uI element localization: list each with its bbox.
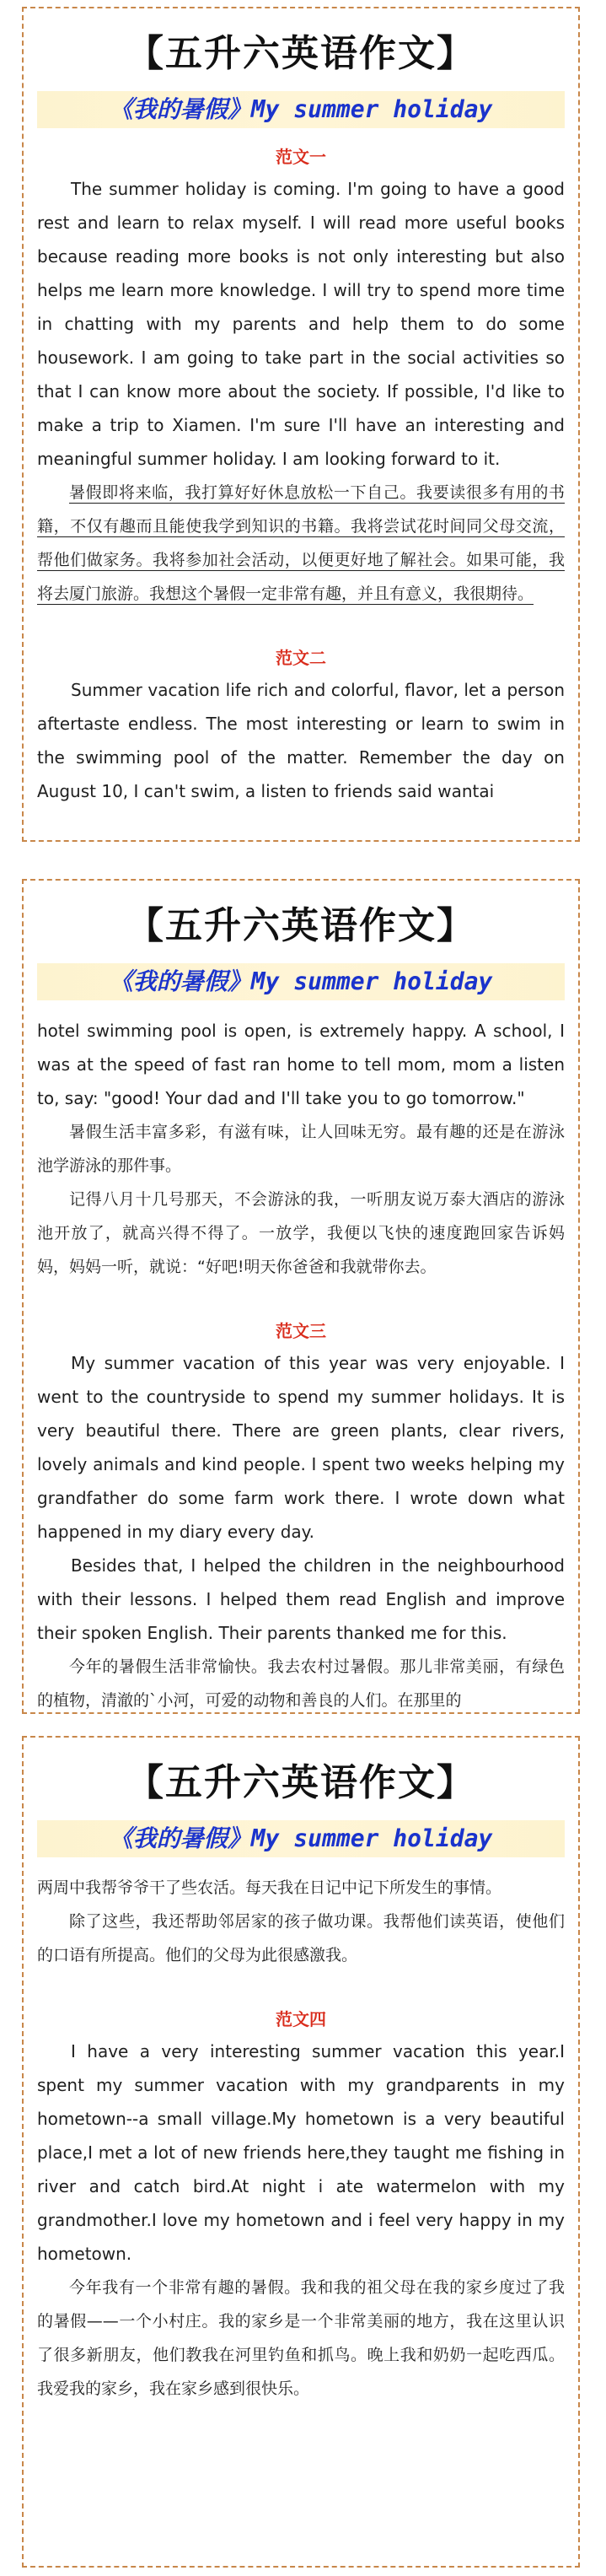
page-3-content	[37, 1871, 565, 2406]
section-title-2: 范文二	[276, 648, 326, 668]
section-title-3: 范文三	[276, 1321, 326, 1341]
section-1-english: The summer holiday is coming. I'm going to have a good rest and learn to relax myself. I will read more useful books because reading more books is not only interesting but also helps me learn more knowledge. I will try to spend more time in chatting with my parents and help them to do some housework. I am going to take part in the social activities so that I can know more about the society. If possible, I'd like to make a trip to Xiamen. I'm sure I'll have an interesting and meaningful summer holiday. I am looking forward to it.	[37, 179, 565, 469]
page-title: 【五升六英语作文】	[126, 904, 475, 947]
page-1	[22, 7, 580, 842]
page-2	[22, 879, 580, 1714]
section-1-chinese: 暑假即将来临，我打算好好休息放松一下自己。我要读很多有用的书籍，不仅有趣而且能使我学到知识的书籍。我将尝试花时间同父母交流，帮他们做家务。我将参加社会活动，以便更好地了解社会。如果可能，我将去厦门旅游。我想这个暑假一定非常有趣，并且有意义，我很期待。	[37, 483, 565, 603]
section-2-chinese-2: 记得八月十几号那天，不会游泳的我，一听朋友说万泰大酒店的游泳池开放了，就高兴得不得了。一放学，我便以飞快的速度跑回家告诉妈妈，妈妈一听，就说：“好吧!明天你爸爸和我就带你去。	[37, 1190, 565, 1276]
section-2-english-part2: hotel swimming pool is open, is extremely happy. A school, I was at the speed of fast ran home to tell mom, mom a listen to, say: "good! Your dad and I'll take you to go tomorrow."	[37, 1021, 565, 1108]
section-2-english-part1: Summer vacation life rich and colorful, flavor, let a person aftertaste endless. The most interesting or learn to swim in the swimming pool of the matter. Remember the day on August 10, I can't swim, a listen to friends said wantai	[37, 680, 565, 801]
page-2-content	[37, 1014, 565, 1717]
page-subtitle: 《我的暑假》My summer holiday	[109, 95, 493, 123]
section-title-1: 范文一	[276, 147, 326, 167]
section-3-english-1: My summer vacation of this year was very enjoyable. I went to the countryside to spend my summer holidays. It is very beautiful there. There are green plants, clear rivers, lovely animals and kind people. I spent two weeks helping my grandfather do some farm work there. I wrote down what happened in my diary every day.	[37, 1353, 565, 1542]
section-3-english-2: Besides that, I helped the children in the neighbourhood with their lessons. I helped them read English and improve their spoken English. Their parents thanked me for this.	[37, 1555, 565, 1643]
page-title: 【五升六英语作文】	[126, 1761, 475, 1804]
section-3-chinese-2: 除了这些，我还帮助邻居家的孩子做功课。我帮他们读英语，使他们的口语有所提高。他们的父母为此很感激我。	[37, 1912, 565, 1964]
section-title-4: 范文四	[276, 2009, 326, 2029]
section-3-chinese-part1: 今年的暑假生活非常愉快。我去农村过暑假。那儿非常美丽，有绿色的植物，清澈的`小河，可爱的动物和善良的人们。在那里的	[37, 1657, 565, 1710]
page-3	[22, 1736, 580, 2568]
page-1-content	[37, 142, 565, 808]
page-subtitle: 《我的暑假》My summer holiday	[109, 1824, 493, 1852]
page-subtitle: 《我的暑假》My summer holiday	[109, 967, 493, 995]
section-4-english: I have a very interesting summer vacation this year.I spent my summer vacation with my grandparents in my hometown--a small village.My hometown is a very beautiful place,I met a lot of new friends here,they taught me fishing in river and catch bird.At night i ate watermelon with my grandmother.I love my hometown and i feel very happy in my hometown.	[37, 2041, 565, 2264]
page-title: 【五升六英语作文】	[126, 32, 475, 75]
section-3-chinese-part2: 两周中我帮爷爷干了些农活。每天我在日记中记下所发生的事情。	[37, 1878, 502, 1897]
section-2-chinese-1: 暑假生活丰富多彩，有滋有味，让人回味无穷。最有趣的还是在游泳池学游泳的那件事。	[37, 1123, 565, 1175]
section-4-chinese: 今年我有一个非常有趣的暑假。我和我的祖父母在我的家乡度过了我的暑假——一个小村庄。我的家乡是一个非常美丽的地方，我在这里认识了很多新朋友，他们教我在河里钓鱼和抓鸟。晚上我和奶奶一起吃西瓜。我爱我的家乡，我在家乡感到很快乐。	[37, 2278, 565, 2398]
